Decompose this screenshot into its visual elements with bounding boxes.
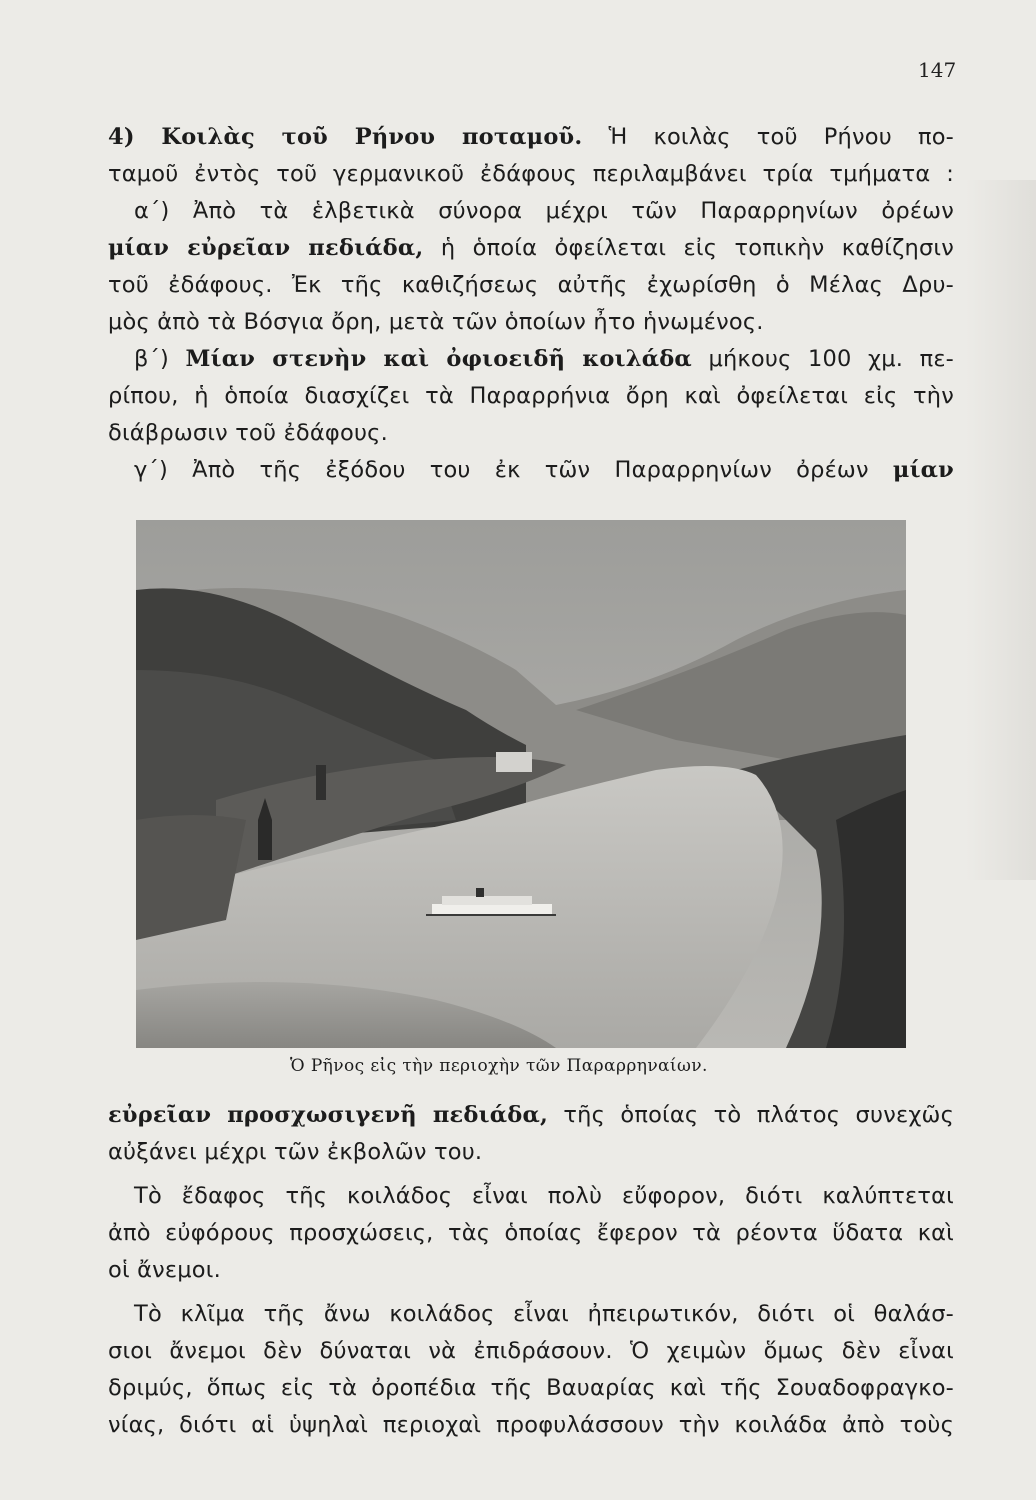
emphasis-text: εὐρεῖαν προσχωσιγενῆ πεδιάδα, bbox=[108, 1102, 548, 1128]
text-line: εὐρεῖαν προσχωσιγενῆ πεδιάδα, τῆς ὁποίας τὸ πλάτος συνεχῶς bbox=[108, 1102, 954, 1128]
text-line: δριμύς, ὅπως εἰς τὰ ὀροπέδια τῆς Βαυαρίας καὶ τῆς Σουαδοφραγκο- bbox=[108, 1375, 954, 1401]
emphasis-text: μίαν bbox=[892, 457, 954, 483]
page-number: 147 bbox=[918, 58, 957, 82]
text-line: τοῦ ἐδάφους. Ἐκ τῆς καθιζήσεως αὐτῆς ἐχωρίσθη ὁ Μέλας Δρυ- bbox=[108, 272, 954, 298]
text-line: μὸς ἀπὸ τὰ Βόσγια ὄρη, μετὰ τῶν ὁποίων ἦτο ἡνωμένος. bbox=[108, 309, 764, 335]
text-line: 4) Κοιλὰς τοῦ Ρήνου ποταμοῦ. Ἡ κοιλὰς τοῦ Ρήνου πο- bbox=[108, 124, 954, 150]
emphasis-text: Μίαν στενὴν καὶ ὀφιοειδῆ κοιλάδα bbox=[185, 346, 692, 372]
photo-caption: Ὁ Ρῆνος εἰς τὴν περιοχὴν τῶν Παραρρηναίων. bbox=[290, 1056, 708, 1076]
text-line: ταμοῦ ἐντὸς τοῦ γερμανικοῦ ἐδάφους περιλαμβάνει τρία τμήματα : bbox=[108, 161, 954, 187]
section-rhine-valley-plain bbox=[108, 1097, 954, 1444]
text-line: διάβρωσιν τοῦ ἐδάφους. bbox=[108, 420, 388, 446]
text-line: Τὸ κλῖμα τῆς ἄνω κοιλάδος εἶναι ἠπειρωτικόν, διότι οἱ θαλάσ- bbox=[134, 1301, 954, 1327]
text-line: μίαν εὐρεῖαν πεδιάδα, ἡ ὁποία ὀφείλεται εἰς τοπικὴν καθίζησιν bbox=[108, 235, 955, 261]
text-line: ἀπὸ εὐφόρους προσχώσεις, τὰς ὁποίας ἔφερον τὰ ρέοντα ὕδατα καὶ bbox=[108, 1220, 954, 1246]
text-line: α΄) Ἀπὸ τὰ ἑλβετικὰ σύνορα μέχρι τῶν Παραρρηνίων ὀρέων bbox=[134, 198, 954, 224]
text-line: οἱ ἄνεμοι. bbox=[108, 1257, 221, 1283]
text-line: ρίπου, ἡ ὁποία διασχίζει τὰ Παραρρήνια ὄρη καὶ ὀφείλεται εἰς τὴν bbox=[108, 383, 954, 409]
rhine-river-photo bbox=[136, 520, 906, 1048]
text-line: Τὸ ἔδαφος τῆς κοιλάδος εἶναι πολὺ εὔφορον, διότι καλύπτεται bbox=[134, 1183, 954, 1209]
emphasis-text: μίαν εὐρεῖαν πεδιάδα, bbox=[108, 235, 424, 261]
text-line: αὐξάνει μέχρι τῶν ἐκβολῶν του. bbox=[108, 1139, 483, 1165]
section-heading: 4) Κοιλὰς τοῦ Ρήνου ποταμοῦ. bbox=[108, 124, 583, 150]
text-line: σιοι ἄνεμοι δὲν δύναται νὰ ἐπιδράσουν. Ὁ χειμὼν ὅμως δὲν εἶναι bbox=[108, 1338, 954, 1364]
section-rhine-valley-intro bbox=[108, 119, 954, 489]
text-line: νίας, διότι αἱ ὑψηλαὶ περιοχαὶ προφυλάσσουν τὴν κοιλάδα ἀπὸ τοὺς bbox=[108, 1412, 954, 1438]
text-line: γ΄) Ἀπὸ τῆς ἐξόδου του ἐκ τῶν Παραρρηνίων ὀρέων μίαν bbox=[134, 457, 954, 483]
text-line: β΄) Μίαν στενὴν καὶ ὀφιοειδῆ κοιλάδα μήκους 100 χμ. πε- bbox=[134, 346, 954, 372]
facing-page-shadow bbox=[966, 180, 1036, 880]
rhine-valley-landscape bbox=[136, 520, 906, 1048]
